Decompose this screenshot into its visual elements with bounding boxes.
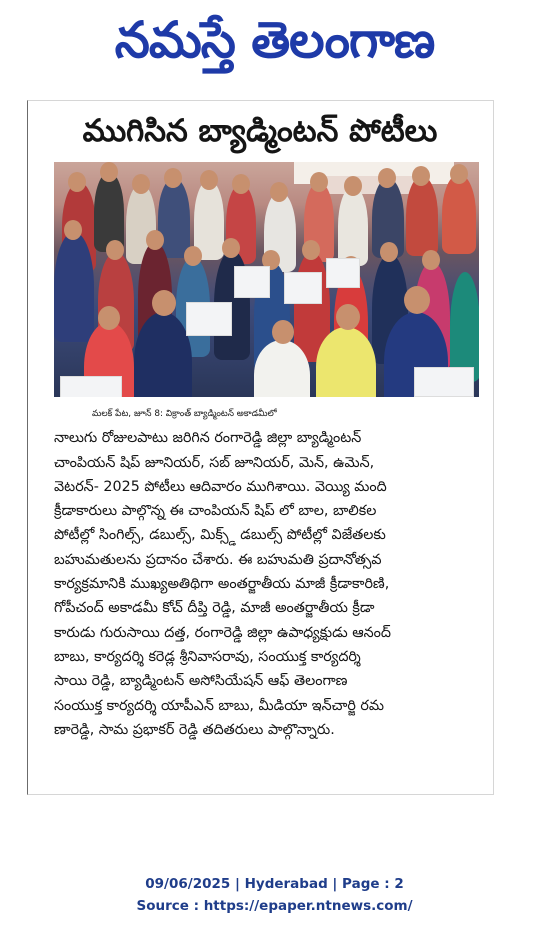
footer-dateline: 09/06/2025 | Hyderabad | Page : 2 xyxy=(145,876,404,892)
masthead-title: నమస్తే తెలంగాణ xyxy=(114,11,435,69)
body-line: పోటీల్లో సింగిల్స్, డబుల్స్, మిక్స్డ్ డబుల్స్ పోటీల్లో విజేతలకు xyxy=(54,527,386,544)
article-headline: ముగిసిన బ్యాడ్మింటన్ పోటీలు xyxy=(82,113,438,149)
footer-source: Source : https://epaper.ntnews.com/ xyxy=(136,898,413,914)
body-line: కారుడు గురుసాయి దత్త, రంగారెడ్డి జిల్లా ఉపాధ్యక్షుడు ఆనంద్ xyxy=(54,624,391,641)
article-body xyxy=(54,402,486,742)
body-line: బాబు, కార్యదర్శి కరెడ్ల శ్రీనివాసరావు, సంయుక్త కార్యదర్శి xyxy=(54,648,361,665)
body-line: క్రీడాకారులు పాల్గొన్న ఈ చాంపియన్ షిప్ లో బాల, బాలికల xyxy=(54,503,377,520)
body-line: మలక్ పేట, జూన్ 8: విక్రాంత్ బ్యాడ్మింటన్ అకాడమీలో xyxy=(92,409,277,419)
photo-banner-logo xyxy=(324,176,414,194)
body-line: వెటరన్- 2025 పోటీలు ఆదివారం ముగిశాయి. వెయ్యి మంది xyxy=(54,478,387,495)
article-photo xyxy=(54,162,479,397)
body-line: గోపీచంద్ అకాడమీ కోచ్ దీప్తి రెడ్డి, మాజీ అంతర్జాతీయ క్రీడా xyxy=(54,600,375,617)
body-line: కార్యక్రమానికి ముఖ్యఅతిథిగా అంతర్జాతీయ మాజీ క్రీడాకారిణి, xyxy=(54,576,390,593)
body-line: ణారెడ్డి, సామ ప్రభాకర్ రెడ్డి తదితరులు పాల్గొన్నారు. xyxy=(54,721,335,738)
body-line: సంయుక్త కార్యదర్శి యాపీఎన్ బాబు, మీడియా ఇన్‌చార్జి రమ xyxy=(54,697,385,714)
body-line: నాలుగు రోజులపాటు జరిగిన రంగారెడ్డి జిల్లా బ్యాడ్మింటన్ xyxy=(54,430,362,447)
body-line: సాయి రెడ్డి, బ్యాడ్మింటన్ అసోసియేషన్ ఆఫ్ తెలంగాణ xyxy=(54,673,348,690)
body-line: చాంపియన్ షిప్ జూనియర్, సబ్ జూనియర్, మెన్, ఉమెన్, xyxy=(54,454,375,471)
body-line: బహుమతులను ప్రదానం చేశారు. ఈ బహుమతి ప్రదానోత్సవ xyxy=(54,551,382,568)
